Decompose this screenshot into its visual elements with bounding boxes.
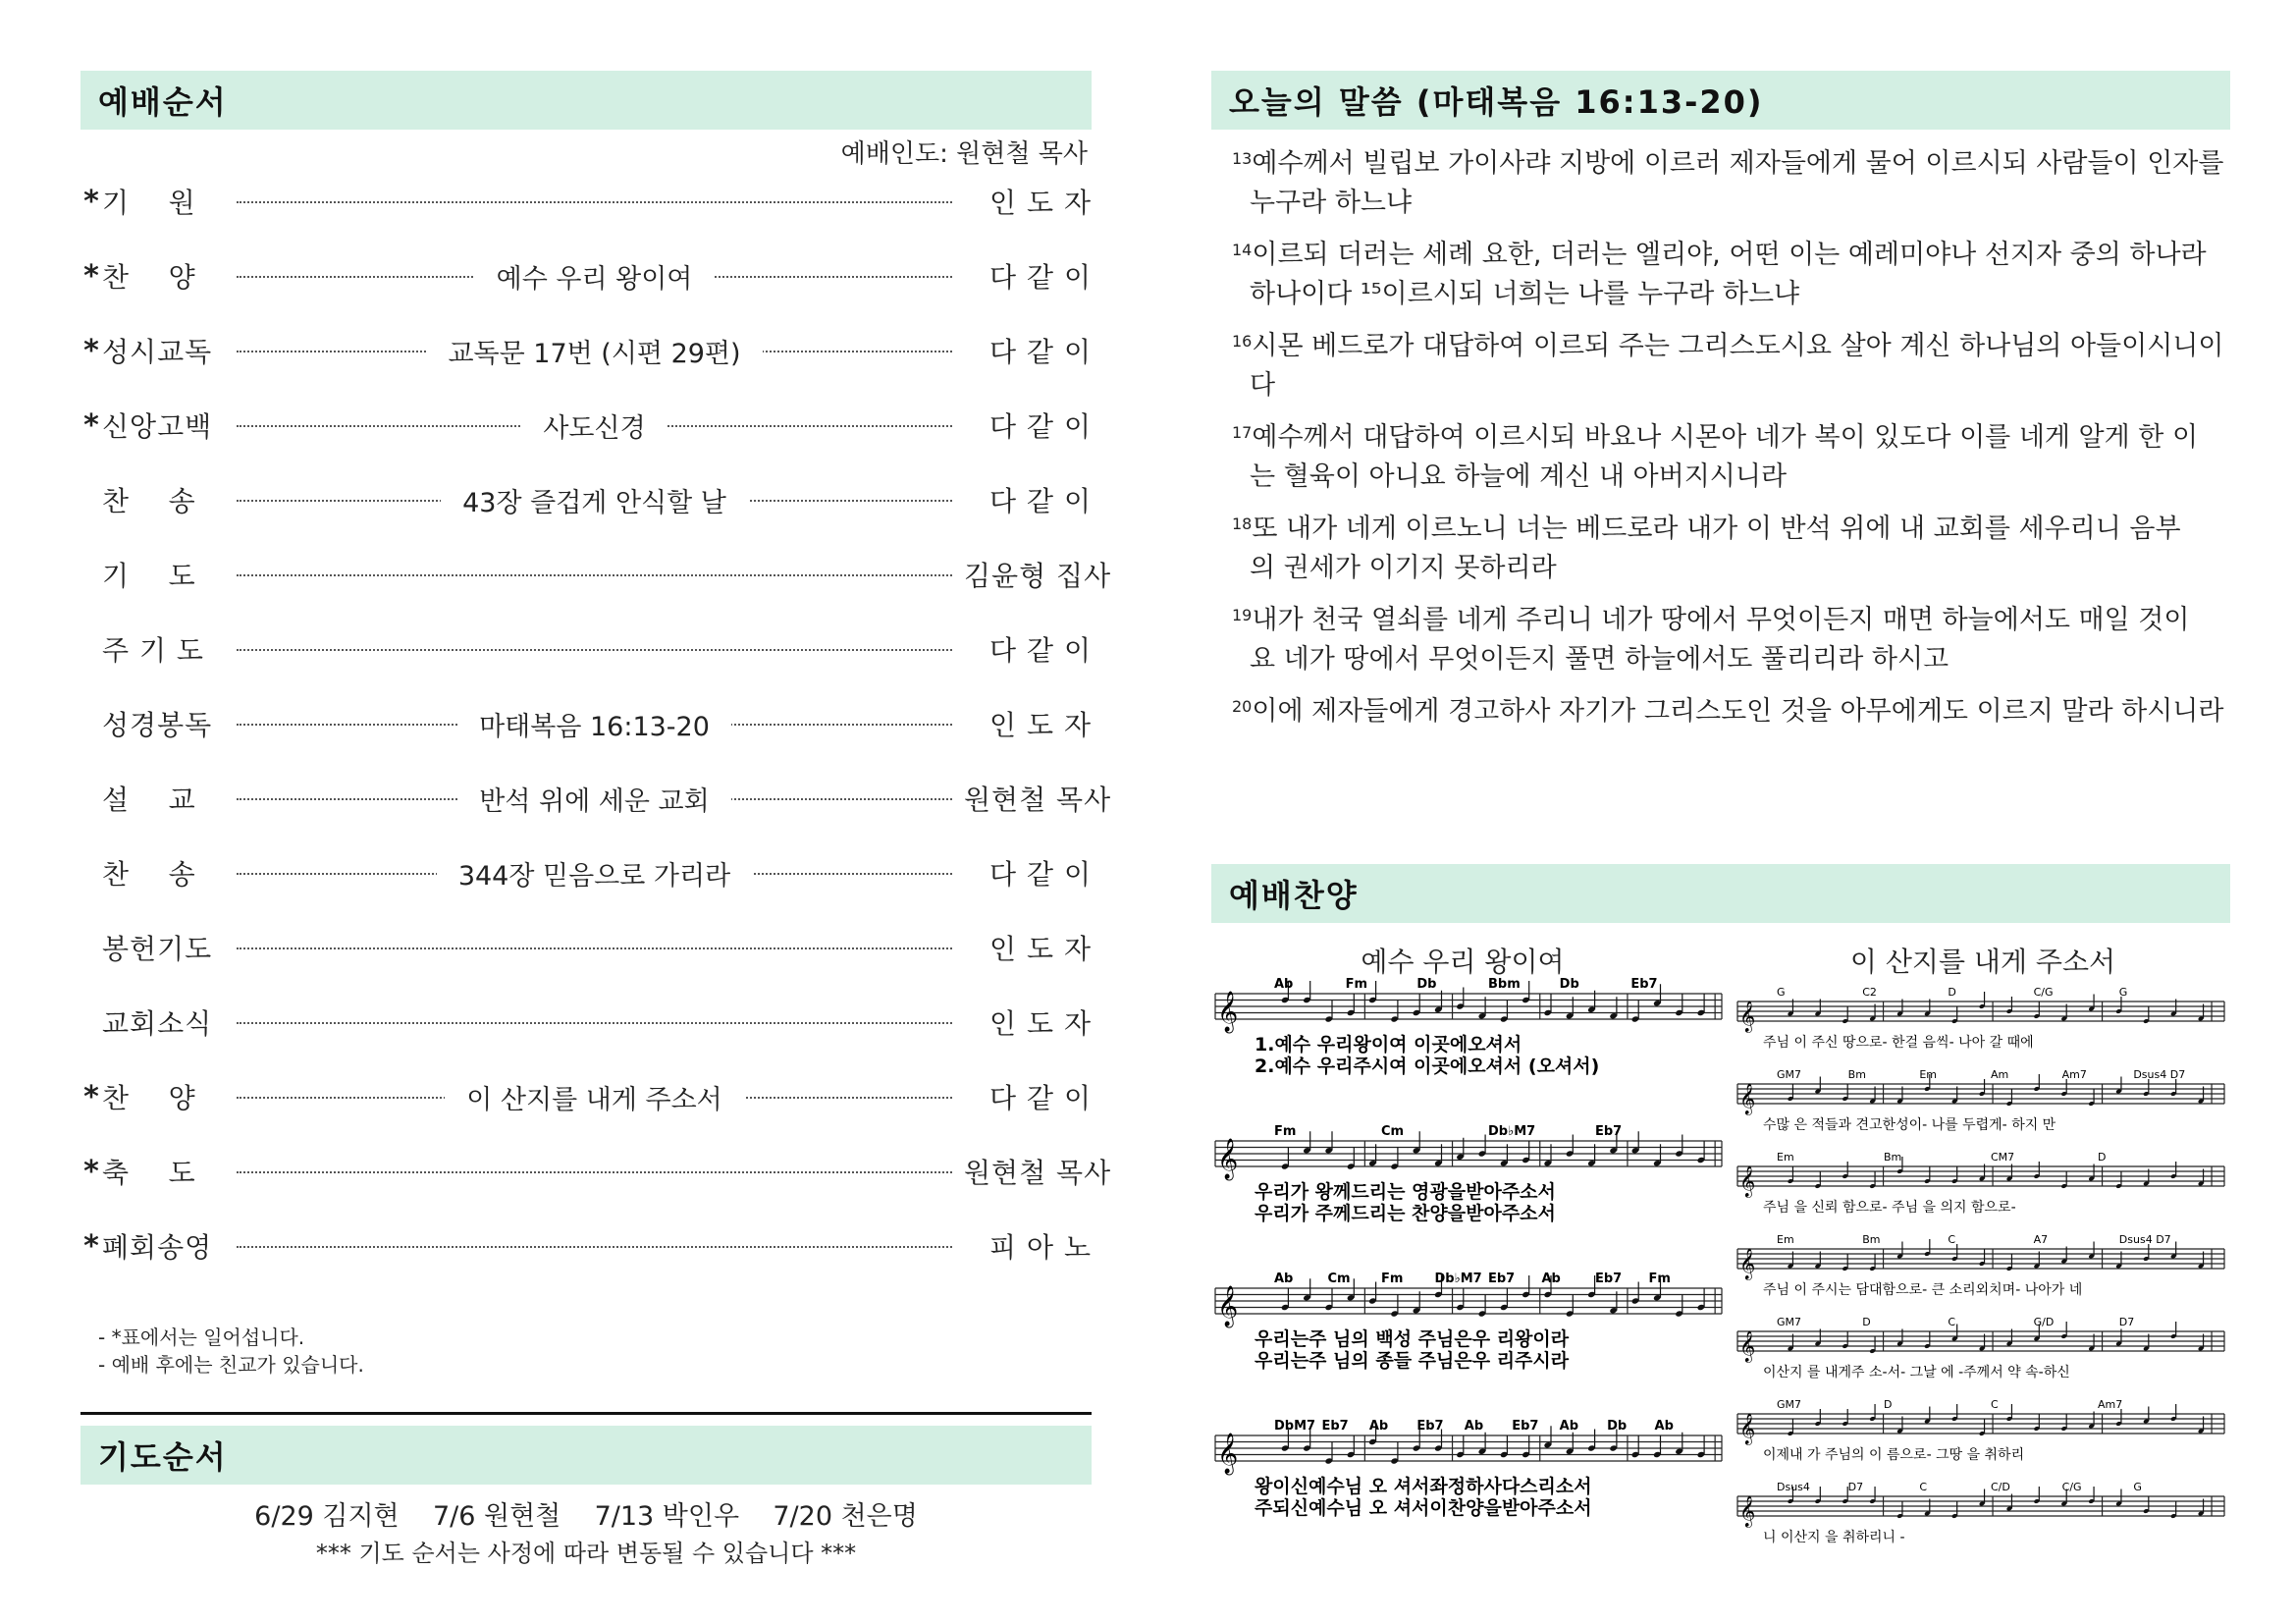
chord-symbol: C/G <box>2033 986 2054 999</box>
chord-symbol: C2 <box>1862 986 1877 999</box>
order-row <box>80 923 1092 972</box>
chord-symbol: Bm <box>1884 1151 1902 1164</box>
chord-symbol: Ab <box>1464 1419 1484 1434</box>
song2-lyric: 이산지 를 내게주 소-서- 그날 에 -주께서 약 속-하신 <box>1763 1365 2070 1380</box>
chord-symbol: Dsus4 <box>1777 1481 1810 1493</box>
verse-number: 13 <box>1232 149 1253 168</box>
verse <box>1232 505 2228 588</box>
dotted-leader <box>237 998 952 1047</box>
chord-symbol: D7 <box>1847 1481 1864 1493</box>
verse <box>1232 596 2228 679</box>
song2-staff <box>1737 1487 2224 1528</box>
worship-praise-header <box>1211 864 2230 923</box>
chord-symbol: DbM7 <box>1274 1419 1316 1434</box>
prayer-note: *** 기도 순서는 사정에 따라 변동될 수 있습니다 *** <box>315 1540 857 1567</box>
standing-mark: * <box>83 1228 99 1264</box>
song2-staff <box>1737 1322 2224 1363</box>
order-row <box>80 475 1092 524</box>
chord-symbol: Ab <box>1368 1419 1389 1434</box>
dotted-leader <box>237 475 952 524</box>
verse-line: 의 권세가 이기지 못하리라 <box>1250 553 1557 583</box>
verse-number: 17 <box>1232 423 1253 442</box>
order-item-content: 교독문 17번 (시편 29편) <box>426 332 762 370</box>
chord-symbol: GM7 <box>1777 1398 1802 1411</box>
order-item-person: 인 도 자 <box>989 1007 1092 1040</box>
chord-symbol: Db♭M7 <box>1434 1272 1482 1286</box>
order-item-title: 주 기 도 <box>102 634 204 667</box>
order-item-person: 다 같 이 <box>989 410 1092 443</box>
song2-lyric: 이제내 가 주님의 이 름으로- 그땅 을 취하리 <box>1763 1447 2025 1463</box>
order-item-person: 다 같 이 <box>989 261 1092 294</box>
order-item-content: 사도신경 <box>521 406 667 445</box>
order-item-title: 찬 송 <box>102 485 196 517</box>
chord-symbol: Am7 <box>2061 1068 2087 1081</box>
verse-text: 예수께서 대답하여 이르시되 바요나 시몬아 네가 복이 있도다 이를 네게 알게 한 이 <box>1252 422 2199 453</box>
order-item-person: 다 같 이 <box>989 336 1092 368</box>
order-row <box>80 1147 1112 1196</box>
verse-line: 요 네가 땅에서 무엇이든지 풀면 하늘에서도 풀리리라 하시고 <box>1250 644 1949 675</box>
order-row <box>80 848 1092 897</box>
verse-line <box>1232 505 2228 549</box>
worship-order-title: 예배순서 <box>98 83 228 121</box>
verse-number: 18 <box>1232 514 1253 533</box>
order-row <box>80 1221 1092 1271</box>
verse-number: 16 <box>1232 332 1253 351</box>
chord-symbol: G <box>1777 986 1786 999</box>
chord-symbol: D <box>1948 986 1956 999</box>
chord-symbol: Cm <box>1381 1124 1405 1139</box>
chord-symbol: Dsus4 D7 <box>2133 1068 2186 1081</box>
prayer-schedule: 6/29 김지현 7/6 원현철 7/13 박인우 7/20 천은명 <box>254 1501 918 1532</box>
dotted-leader <box>237 923 952 972</box>
standing-mark: * <box>83 258 99 294</box>
chord-symbol: Db <box>1559 977 1579 992</box>
dotted-leader <box>237 1221 952 1271</box>
treble-clef-icon: 𝄞 <box>1739 1083 1756 1114</box>
chord-symbol: Fm <box>1648 1272 1671 1286</box>
chord-symbol: Ab <box>1654 1419 1674 1434</box>
verse-text: 내가 천국 열쇠를 네게 주리니 네가 땅에서 무엇이든지 매면 하늘에서도 매일 것이 <box>1252 605 2190 635</box>
verse <box>1232 687 2228 731</box>
order-item-content: 마태복음 16:13-20 <box>457 705 731 743</box>
treble-clef-icon: 𝄞 <box>1739 1330 1756 1362</box>
treble-clef-icon: 𝄞 <box>1217 992 1239 1032</box>
standing-mark: * <box>83 333 99 368</box>
treble-clef-icon: 𝄞 <box>1739 1165 1756 1197</box>
chord-symbol: D <box>1884 1398 1893 1411</box>
song1-lyric: 우리는주 님의 백성 주님은우 리왕이라 <box>1255 1328 1570 1350</box>
verse-line: 다 <box>1250 370 1276 401</box>
order-row <box>80 550 1112 599</box>
chord-symbol: Bm <box>1847 1068 1866 1081</box>
verse-line <box>1232 231 2228 275</box>
dotted-leader <box>237 251 952 300</box>
chord-symbol: G <box>2133 1481 2142 1493</box>
worship-order-header <box>80 71 1092 130</box>
worship-praise-title: 예배찬양 <box>1229 877 1359 914</box>
order-item-person: 다 같 이 <box>989 634 1092 667</box>
song1-lyric: 주되신예수님 오 셔서이찬양을받아주소서 <box>1255 1497 1592 1519</box>
verse-text: 이르되 더러는 세례 요한, 더러는 엘리야, 어떤 이는 예레미야나 선지자 중의 하나라 <box>1252 240 2207 270</box>
chord-symbol: Eb7 <box>1321 1419 1349 1434</box>
order-item-person: 원현철 목사 <box>964 1157 1112 1189</box>
treble-clef-icon: 𝄞 <box>1739 1001 1756 1032</box>
chord-symbol: Ab <box>1541 1272 1561 1286</box>
song2-staff <box>1737 1157 2224 1198</box>
song2-staff <box>1737 992 2224 1033</box>
chord-symbol: C <box>1948 1233 1956 1246</box>
chord-symbol: Bm <box>1862 1233 1881 1246</box>
section-divider <box>80 1412 1092 1415</box>
chord-symbol: Eb7 <box>1630 977 1658 992</box>
prayer-order-title: 기도순서 <box>98 1438 228 1476</box>
chord-symbol: Bbm <box>1488 977 1521 992</box>
order-item-person: 인 도 자 <box>989 187 1092 219</box>
worship-notes <box>98 1324 364 1379</box>
chord-symbol: D7 <box>2118 1316 2135 1328</box>
treble-clef-icon: 𝄞 <box>1217 1286 1239 1326</box>
order-item-title: 봉헌기도 <box>102 933 213 965</box>
chord-symbol: C <box>1948 1316 1956 1328</box>
chord-symbol: Db♭M7 <box>1488 1124 1536 1139</box>
chord-symbol: GM7 <box>1777 1068 1802 1081</box>
treble-clef-icon: 𝄞 <box>1739 1248 1756 1279</box>
dotted-leader <box>237 774 952 823</box>
verse <box>1232 231 2228 314</box>
chord-symbol: Db <box>1416 977 1437 992</box>
order-row <box>80 774 1112 823</box>
verse-line <box>1232 596 2228 640</box>
order-row <box>80 624 1092 674</box>
verse-line: 누구라 하느냐 <box>1250 188 1413 218</box>
treble-clef-icon: 𝄞 <box>1217 1434 1239 1474</box>
order-row <box>80 699 1092 748</box>
chord-symbol: Fm <box>1381 1272 1404 1286</box>
chord-symbol: Ab <box>1274 977 1294 992</box>
dotted-leader <box>237 177 952 226</box>
order-item-content: 344장 믿음으로 가리라 <box>437 854 752 893</box>
chord-symbol: Fm <box>1274 1124 1297 1139</box>
song2-lyric: 주님 이 주신 땅으로- 한걸 음씩- 나아 갈 때에 <box>1763 1035 2034 1051</box>
order-item-person: 다 같 이 <box>989 858 1092 891</box>
song1-title: 예수 우리 왕이여 <box>1361 946 1565 978</box>
song1-lyric: 1.예수 우리왕이여 이곳에오셔서 <box>1255 1034 1522 1056</box>
order-item-person: 다 같 이 <box>989 485 1092 517</box>
song2-staff <box>1737 1404 2224 1445</box>
todays-word-title: 오늘의 말씀 (마태복음 16:13-20) <box>1229 83 1764 121</box>
verse-line <box>1232 687 2228 731</box>
song2-lyric: 주님 을 신뢰 함으로- 주님 을 의지 함으로- <box>1763 1200 2016 1216</box>
dotted-leader <box>237 848 952 897</box>
verse-text: 예수께서 빌립보 가이사랴 지방에 이르러 제자들에게 물어 이르시되 사람들이 인자를 <box>1252 148 2224 179</box>
chord-symbol: Eb7 <box>1512 1419 1539 1434</box>
verse-text: 또 내가 네게 이르노니 너는 베드로라 내가 이 반석 위에 내 교회를 세우리니 음부 <box>1252 514 2181 544</box>
song2-lyric: 주님 이 주시는 담대함으로- 큰 소리외치며- 나아가 네 <box>1763 1282 2083 1298</box>
order-item-content: 반석 위에 세운 교회 <box>457 780 730 818</box>
order-item-person: 인 도 자 <box>989 933 1092 965</box>
verse <box>1232 413 2228 497</box>
chord-symbol: Eb7 <box>1488 1272 1516 1286</box>
song1-lyric: 왕이신예수님 오 셔서좌정하사다스리소서 <box>1255 1476 1592 1497</box>
treble-clef-icon: 𝄞 <box>1739 1413 1756 1444</box>
verse-line <box>1232 139 2228 184</box>
order-item-person: 피 아 노 <box>989 1231 1092 1264</box>
verse-line: 는 혈육이 아니요 하늘에 계신 내 아버지시니라 <box>1250 461 1788 492</box>
order-item-content: 43장 즐겁게 안식할 날 <box>441 481 748 519</box>
dotted-leader <box>237 401 952 450</box>
order-row <box>80 326 1092 375</box>
song1-lyric: 우리가 왕께드리는 영광을받아주소서 <box>1255 1181 1556 1203</box>
song1-lyric: 우리는주 님의 종들 주님은우 리주시라 <box>1255 1350 1570 1372</box>
dotted-leader <box>237 326 952 375</box>
song2-lyric: 니 이산지 을 취하리니 - <box>1763 1530 1905 1545</box>
order-item-title: 폐회송영 <box>102 1231 213 1264</box>
standing-mark: * <box>83 1079 99 1114</box>
chord-symbol: Cm <box>1327 1272 1351 1286</box>
verse-text: 시몬 베드로가 대답하여 이르되 주는 그리스도시요 살아 계신 하나님의 아들이시니이 <box>1252 331 2224 361</box>
chord-symbol: Fm <box>1345 977 1368 992</box>
verse-line <box>1232 413 2228 458</box>
song1-lyric: 우리가 주께드리는 찬양을받아주소서 <box>1255 1203 1556 1224</box>
order-item-title: 찬 송 <box>102 858 196 891</box>
order-row <box>80 177 1092 226</box>
chord-symbol: C <box>1919 1481 1928 1493</box>
order-row <box>80 401 1092 450</box>
order-item-title: 기 도 <box>102 560 196 592</box>
song1-lyric: 2.예수 우리주시여 이곳에오셔서 (오셔서) <box>1255 1056 1600 1077</box>
chord-symbol: Am <box>1991 1068 2009 1081</box>
verse <box>1232 139 2228 223</box>
chord-symbol: CM7 <box>1991 1151 2015 1164</box>
order-item-person: 인 도 자 <box>989 709 1092 741</box>
standing-mark: * <box>83 407 99 443</box>
order-item-content: 예수 우리 왕이여 <box>475 257 715 296</box>
order-row <box>80 251 1092 300</box>
treble-clef-icon: 𝄞 <box>1739 1495 1756 1527</box>
chord-symbol: Em <box>1919 1068 1938 1081</box>
chord-symbol: D <box>1862 1316 1871 1328</box>
dotted-leader <box>237 1147 952 1196</box>
chord-symbol: G <box>2118 986 2128 999</box>
verse-number: 20 <box>1232 697 1253 716</box>
verse-line: 하나이다 ¹⁵이르시되 너희는 나를 누구라 하느냐 <box>1250 279 1800 309</box>
chord-symbol: Em <box>1777 1233 1794 1246</box>
verse-text: 이에 제자들에게 경고하사 자기가 그리스도인 것을 아무에게도 이르지 말라 하시니라 <box>1252 696 2224 727</box>
scripture-text <box>1232 139 2228 739</box>
note-line: - 예배 후에는 친교가 있습니다. <box>98 1353 364 1377</box>
prayer-order-header <box>80 1426 1092 1485</box>
chord-symbol: Ab <box>1274 1272 1294 1286</box>
song2-title: 이 산지를 내게 주소서 <box>1849 946 2116 978</box>
order-item-title: 축 도 <box>102 1157 196 1189</box>
order-item-title: 찬 양 <box>102 1082 196 1114</box>
chord-symbol: A7 <box>2033 1233 2049 1246</box>
chord-symbol: C <box>1991 1398 1999 1411</box>
order-item-person: 김윤형 집사 <box>964 560 1112 592</box>
verse-number: 14 <box>1232 241 1253 259</box>
todays-word-header <box>1211 71 2230 130</box>
order-item-title: 성경봉독 <box>102 709 213 741</box>
verse-line <box>1232 322 2228 366</box>
chord-symbol: Em <box>1777 1151 1794 1164</box>
song2-lyric: 수많 은 적들과 견고한성이- 나를 두렵게- 하지 만 <box>1763 1117 2056 1133</box>
dotted-leader <box>237 1072 952 1121</box>
order-row <box>80 998 1092 1047</box>
order-item-content: 이 산지를 내게 주소서 <box>445 1078 744 1116</box>
song1-sheet-music <box>1211 972 1732 1561</box>
chord-symbol: Eb7 <box>1595 1124 1623 1139</box>
order-item-title: 교회소식 <box>102 1007 213 1040</box>
verse-number: 19 <box>1232 606 1253 624</box>
chord-symbol: Am7 <box>2098 1398 2123 1411</box>
order-item-person: 다 같 이 <box>989 1082 1092 1114</box>
chord-symbol: Ab <box>1559 1419 1579 1434</box>
chord-symbol: C/D <box>1991 1481 2010 1493</box>
chord-symbol: Eb7 <box>1416 1419 1444 1434</box>
order-item-title: 기 원 <box>102 187 196 219</box>
note-line: - *표에서는 일어섭니다. <box>98 1326 305 1349</box>
treble-clef-icon: 𝄞 <box>1217 1139 1239 1179</box>
verse <box>1232 322 2228 406</box>
standing-mark: * <box>83 1154 99 1189</box>
order-item-person: 원현철 목사 <box>964 784 1112 816</box>
order-row <box>80 1072 1092 1121</box>
worship-leader: 예배인도: 원현철 목사 <box>840 139 1088 169</box>
chord-symbol: Db <box>1607 1419 1628 1434</box>
order-item-title: 설 교 <box>102 784 196 816</box>
chord-symbol: Eb7 <box>1595 1272 1623 1286</box>
chord-symbol: G/D <box>2033 1316 2055 1328</box>
standing-mark: * <box>83 184 99 219</box>
chord-symbol: C/G <box>2061 1481 2082 1493</box>
chord-symbol: D <box>2098 1151 2107 1164</box>
order-item-title: 찬 양 <box>102 261 196 294</box>
dotted-leader <box>237 624 952 674</box>
order-item-title: 신앙고백 <box>102 410 213 443</box>
order-item-title: 성시교독 <box>102 336 213 368</box>
chord-symbol: Dsus4 D7 <box>2118 1233 2171 1246</box>
chord-symbol: GM7 <box>1777 1316 1802 1328</box>
dotted-leader <box>237 699 952 748</box>
song2-sheet-music <box>1734 972 2234 1581</box>
dotted-leader <box>237 550 952 599</box>
